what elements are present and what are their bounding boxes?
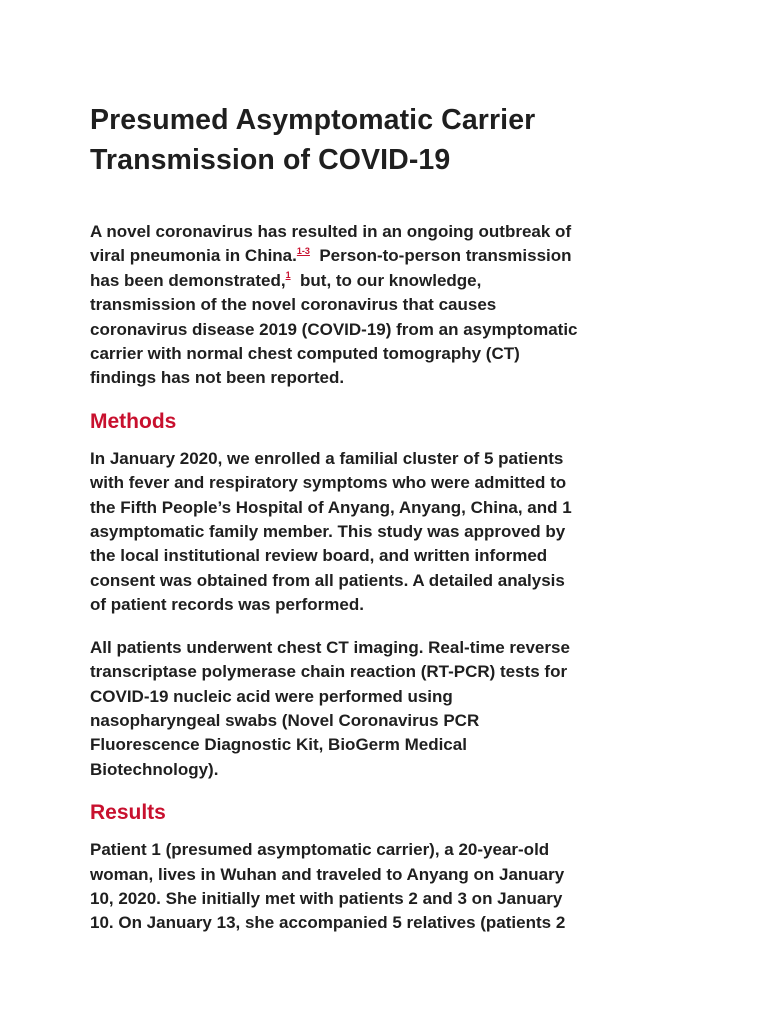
text-line: asymptomatic family member. This study was approved by xyxy=(90,522,566,542)
title-line-2: Transmission of COVID-19 xyxy=(90,144,451,176)
text-line: carrier with normal chest computed tomography (CT) xyxy=(90,344,520,364)
intro-paragraph xyxy=(90,220,680,391)
text-line: consent was obtained from all patients. A detailed analysis xyxy=(90,570,565,590)
article xyxy=(90,100,680,954)
text-line: Biotechnology). xyxy=(90,759,219,779)
reference-link[interactable]: 1-3 xyxy=(296,245,310,256)
text-segment: viral pneumonia in China. xyxy=(90,246,297,266)
text-segment: has been demonstrated, xyxy=(90,270,286,290)
text-line: Patient 1 (presumed asymptomatic carrier), a 20-year-old xyxy=(90,840,550,860)
text-line: transmission of the novel coronavirus that causes xyxy=(90,295,497,315)
methods-paragraph-2 xyxy=(90,636,680,782)
text-line: COVID-19 nucleic acid were performed using xyxy=(90,686,453,706)
methods-heading: Methods xyxy=(90,409,177,433)
reference-link[interactable]: 1 xyxy=(285,270,291,281)
text-line: transcriptase polymerase chain reaction (RT-PCR) tests for xyxy=(90,662,568,682)
text-line xyxy=(90,244,680,268)
text-line: Fluorescence Diagnostic Kit, BioGerm Medical xyxy=(90,735,467,755)
text-line: with fever and respiratory symptoms who were admitted to xyxy=(90,473,567,493)
methods-paragraph-1 xyxy=(90,447,680,618)
text-line: woman, lives in Wuhan and traveled to Anyang on January xyxy=(90,864,565,884)
text-segment: but, to our knowledge, xyxy=(290,270,482,290)
text-line xyxy=(90,269,680,293)
text-line: 10. On January 13, she accompanied 5 relatives (patients 2 xyxy=(90,913,566,933)
article-title xyxy=(90,100,680,180)
title-line-1: Presumed Asymptomatic Carrier xyxy=(90,104,536,136)
text-line: the Fifth People’s Hospital of Anyang, Anyang, China, and 1 xyxy=(90,497,572,517)
text-line: In January 2020, we enrolled a familial cluster of 5 patients xyxy=(90,448,564,468)
text-line: the local institutional review board, and written informed xyxy=(90,546,548,566)
text-line: coronavirus disease 2019 (COVID-19) from an asymptomatic xyxy=(90,319,578,339)
text-line: nasopharyngeal swabs (Novel Coronavirus PCR xyxy=(90,710,480,730)
text-segment: Person-to-person transmission xyxy=(309,246,572,266)
results-heading: Results xyxy=(90,801,166,825)
text-line: of patient records was performed. xyxy=(90,595,364,615)
text-line: All patients underwent chest CT imaging. Real-time reverse xyxy=(90,637,570,657)
results-paragraph-1 xyxy=(90,838,680,936)
text-line: A novel coronavirus has resulted in an ongoing outbreak of xyxy=(90,222,572,241)
text-line: findings has not been reported. xyxy=(90,368,345,388)
text-line: 10, 2020. She initially met with patients 2 and 3 on January xyxy=(90,888,563,908)
